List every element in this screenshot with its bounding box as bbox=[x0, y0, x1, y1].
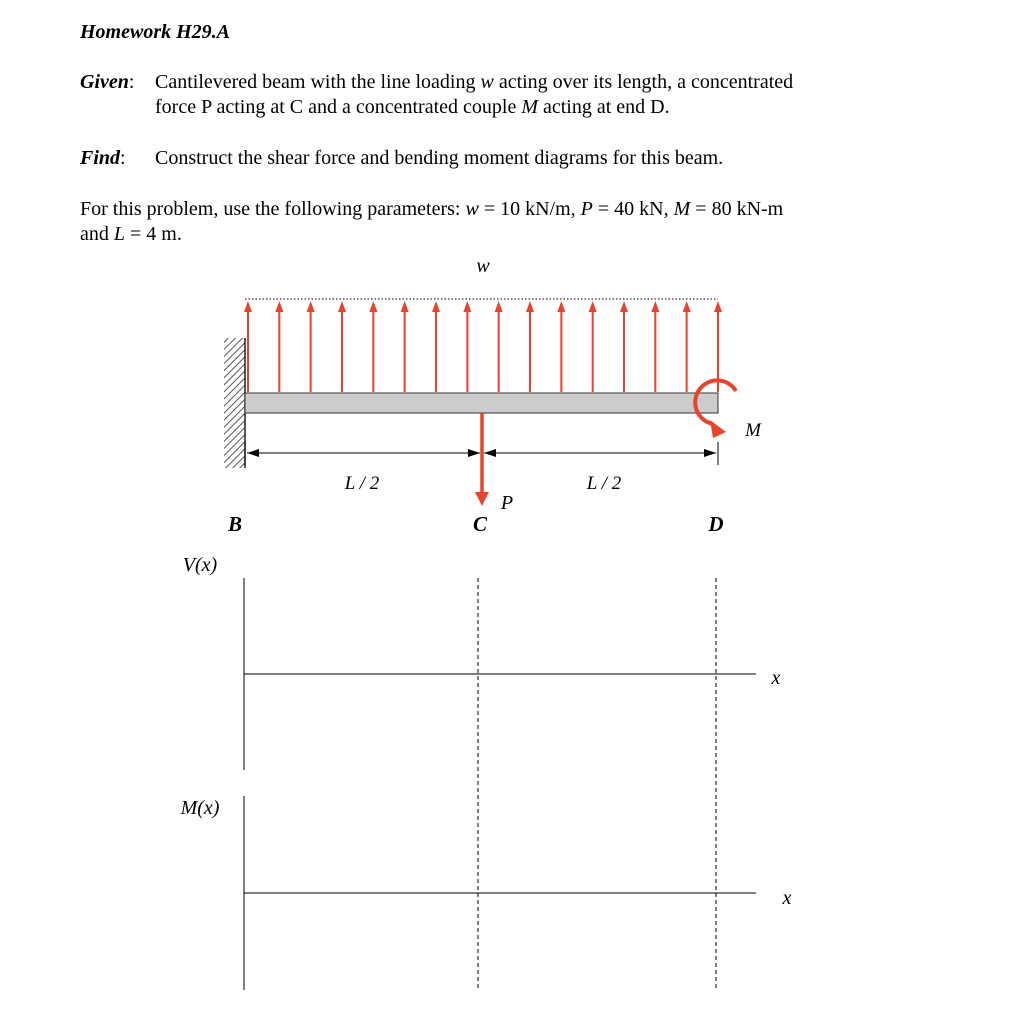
load-arrow-head bbox=[620, 301, 628, 312]
point-c-label: C bbox=[472, 512, 488, 536]
dim-arrow-left-start bbox=[247, 449, 259, 457]
find-label-text: Find bbox=[80, 147, 121, 169]
given-line2-b: acting at end D. bbox=[538, 96, 670, 118]
dim-arrow-left-end bbox=[468, 449, 480, 457]
dim-arrow-right-start bbox=[484, 449, 496, 457]
load-arrow-head bbox=[369, 301, 377, 312]
p-label: P bbox=[500, 492, 514, 514]
couple-arrowhead bbox=[710, 420, 726, 438]
load-arrow-head bbox=[244, 301, 252, 312]
v-x-label: x bbox=[771, 667, 781, 689]
params-intro: For this problem, use the following parameters: bbox=[80, 198, 466, 220]
load-arrow-head bbox=[401, 301, 409, 312]
given-w-symbol: w bbox=[480, 71, 494, 93]
dim-label-right: L / 2 bbox=[586, 473, 622, 494]
given-m-symbol: M bbox=[521, 96, 538, 118]
find-text: Construct the shear force and bending moment diagrams for this beam. bbox=[155, 147, 724, 169]
load-arrow-head bbox=[307, 301, 315, 312]
params-m-symbol: M bbox=[673, 198, 691, 220]
params-line2-a: and bbox=[80, 223, 114, 245]
params-l-symbol: L bbox=[113, 223, 126, 245]
params-p-value: = 40 kN, bbox=[592, 198, 674, 220]
params-m-value: = 80 kN-m bbox=[690, 198, 784, 220]
load-arrow-head bbox=[463, 301, 471, 312]
load-arrow-head bbox=[526, 301, 534, 312]
params-w-value: = 10 kN/m, bbox=[478, 198, 581, 220]
load-arrow-head bbox=[495, 301, 503, 312]
distributed-load-arrows bbox=[244, 301, 722, 392]
point-d-label: D bbox=[708, 512, 724, 536]
given-label-text: Given bbox=[80, 71, 129, 93]
params-l-value: = 4 m. bbox=[125, 223, 182, 245]
load-arrow-head bbox=[589, 301, 597, 312]
given-line1-b: acting over its length, a concentrated bbox=[493, 71, 794, 93]
beam bbox=[245, 393, 718, 413]
params-p-symbol: P bbox=[580, 198, 593, 220]
point-b-label: B bbox=[227, 512, 243, 536]
params-w-symbol: w bbox=[465, 198, 479, 220]
load-arrow-head bbox=[338, 301, 346, 312]
force-p-arrowhead bbox=[475, 492, 489, 506]
v-axis-label: V(x) bbox=[182, 554, 218, 576]
dim-arrow-right-end bbox=[704, 449, 716, 457]
m-label: M bbox=[745, 420, 761, 441]
given-sep: : bbox=[128, 71, 135, 93]
wall-hatch bbox=[224, 338, 245, 468]
find-sep: : bbox=[120, 147, 126, 169]
load-arrow-head bbox=[275, 301, 283, 312]
dim-label-left: L / 2 bbox=[344, 473, 380, 494]
load-arrow-head bbox=[683, 301, 691, 312]
given-line2-a: force P acting at C and a concentrated couple bbox=[155, 96, 522, 118]
m-axis-label: M(x) bbox=[180, 797, 220, 819]
page-title: Homework H29.A bbox=[80, 21, 231, 43]
load-arrow-head bbox=[651, 301, 659, 312]
w-label: w bbox=[476, 255, 490, 277]
m-x-label: x bbox=[782, 887, 792, 909]
load-arrow-head bbox=[432, 301, 440, 312]
given-line1-a: Cantilevered beam with the line loading bbox=[155, 71, 481, 93]
load-arrow-head bbox=[714, 301, 722, 312]
load-arrow-head bbox=[557, 301, 565, 312]
